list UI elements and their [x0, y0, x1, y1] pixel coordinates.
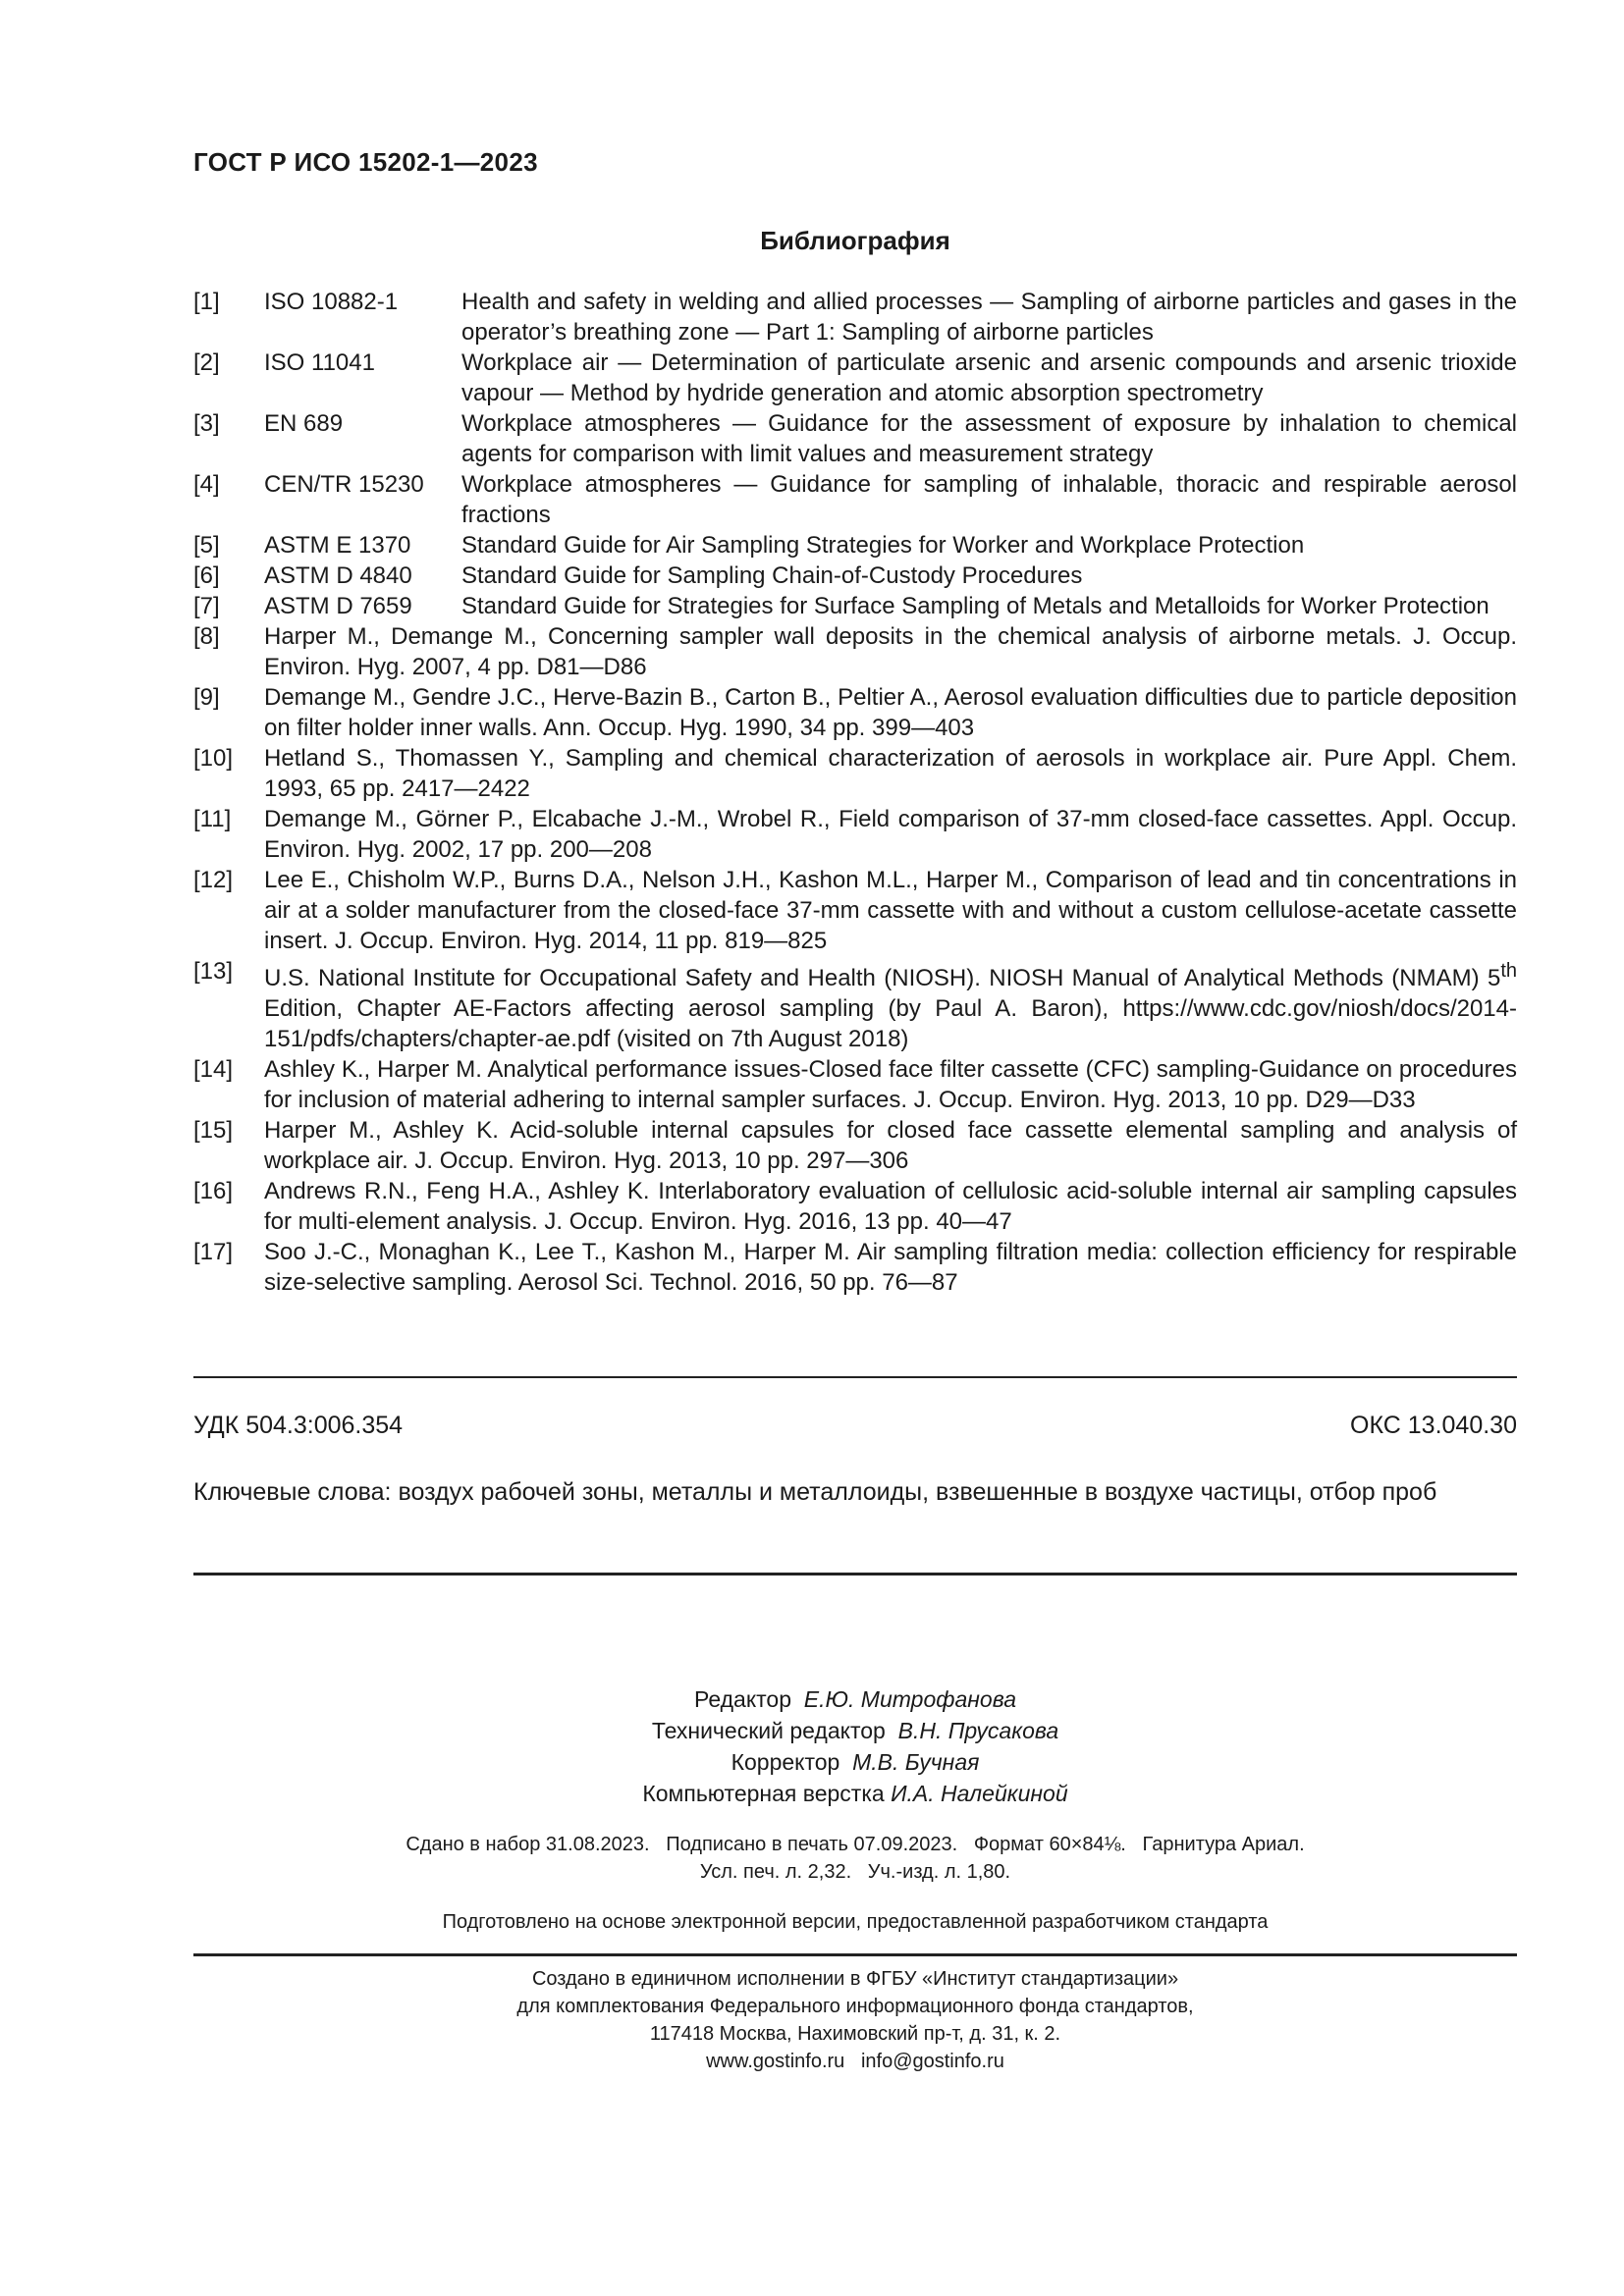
reference-item: [193, 561, 1517, 591]
oks-code: ОКС 13.040.30: [1350, 1412, 1517, 1439]
reference-number: [1]: [193, 289, 220, 315]
document-code: ГОСТ Р ИСО 15202-1—2023: [193, 147, 538, 177]
reference-number: [2]: [193, 349, 220, 376]
print-info: [193, 1831, 1517, 1886]
reference-item: [193, 1176, 1517, 1237]
reference-item: [193, 743, 1517, 804]
reference-number: [9]: [193, 684, 220, 711]
reference-number: [15]: [193, 1117, 234, 1144]
reference-number: [16]: [193, 1178, 234, 1204]
reference-superscript: th: [1500, 960, 1517, 982]
bibliography-list: [193, 287, 1517, 1298]
credit-label: Корректор: [731, 1749, 840, 1775]
reference-number: [17]: [193, 1239, 234, 1265]
reference-text: Hetland S., Thomassen Y., Sampling and chemical characterization of aerosols in workplace air. Pure Appl. Chem. 1993, 65 pp. 2417—2422: [264, 745, 1517, 802]
reference-text-part: Edition, Chapter AE-Factors affecting aerosol sampling (by Paul A. Baron), https://www.cdc.gov/niosh/docs/2014-151/pdfs/chapters/chapter-ae.pdf (visited on 7th August 2018): [264, 995, 1517, 1052]
reference-number: [5]: [193, 532, 220, 559]
reference-text: Standard Guide for Sampling Chain-of-Custody Procedures: [461, 562, 1083, 589]
credit-name: И.А. Налейкиной: [891, 1781, 1068, 1806]
reference-text: Soo J.-C., Monaghan K., Lee T., Kashon M., Harper M. Air sampling filtration media: collection efficiency for respirable size-selective sampling. Aerosol Sci. Technol. 2016, 50 pp. 76—87: [264, 1239, 1517, 1296]
reference-code: ISO 11041: [264, 349, 375, 376]
reference-text: Standard Guide for Air Sampling Strategies for Worker and Workplace Protection: [461, 532, 1305, 559]
credit-name: Е.Ю. Митрофанова: [803, 1686, 1016, 1712]
reference-item: [193, 865, 1517, 956]
print-info-line: Усл. печ. л. 2,32. Уч.-изд. л. 1,80.: [699, 1861, 1011, 1883]
reference-number: [14]: [193, 1056, 234, 1083]
reference-number: [10]: [193, 745, 234, 772]
reference-code: ASTM D 4840: [264, 562, 412, 589]
reference-number: [11]: [193, 806, 232, 832]
reference-item: [193, 408, 1517, 469]
reference-code: CEN/TR 15230: [264, 471, 424, 498]
reference-number: [8]: [193, 623, 220, 650]
credit-proofreader: [193, 1746, 1517, 1778]
website-link[interactable]: www.gostinfo.ru: [706, 2051, 845, 2072]
reference-text: Ashley K., Harper M. Analytical performance issues-Closed face filter cassette (CFC) sampling-Guidance on procedures for inclusion of material adhering to internal sampler surfaces. J. Occup. Environ. Hyg. 2013, 10 pp. D29—D33: [264, 1056, 1517, 1113]
reference-item: [193, 287, 1517, 347]
reference-text: Demange M., Gendre J.C., Herve-Bazin B., Carton B., Peltier A., Aerosol evaluation difficulties due to particle deposition on filter holder inner walls. Ann. Occup. Hyg. 1990, 34 pp. 399—403: [264, 684, 1517, 741]
reference-item: [193, 682, 1517, 743]
reference-number: [12]: [193, 867, 234, 893]
udk-code: УДК 504.3:006.354: [193, 1412, 404, 1439]
credit-editor: [193, 1683, 1517, 1715]
divider-bottom: [193, 1573, 1517, 1575]
reference-number: [13]: [193, 958, 234, 985]
reference-number: [7]: [193, 593, 220, 619]
reference-item: [193, 469, 1517, 530]
reference-item: [193, 804, 1517, 865]
credit-label: Редактор: [693, 1686, 791, 1712]
credit-layout: [193, 1778, 1517, 1809]
reference-text: Standard Guide for Strategies for Surface Sampling of Metals and Metalloids for Worker Protection: [461, 593, 1489, 619]
reference-number: [3]: [193, 410, 220, 437]
reference-text: Demange M., Görner P., Elcabache J.-M., Wrobel R., Field comparison of 37-mm closed-face cassettes. Appl. Occup. Environ. Hyg. 2002, 17 pp. 200—208: [264, 806, 1517, 863]
reference-text: Lee E., Chisholm W.P., Burns D.A., Nelson J.H., Kashon M.L., Harper M., Comparison of lead and tin concentrations in air at a solder manufacturer from the closed-face 37-mm cassette with and without a custom cellulose-acetate cassette insert. J. Occup. Environ. Hyg. 2014, 11 pp. 819—825: [264, 867, 1517, 954]
bibliography-title: Библиография: [760, 226, 950, 255]
reference-code: ASTM D 7659: [264, 593, 412, 619]
email-link[interactable]: info@gostinfo.ru: [860, 2051, 1004, 2072]
reference-code: ASTM E 1370: [264, 532, 411, 559]
reference-text: Workplace atmospheres — Guidance for the assessment of exposure by inhalation to chemical agents for comparison with limit values and measurement strategy: [461, 410, 1517, 467]
credits-block: [193, 1683, 1517, 1809]
publisher-block: [193, 1965, 1517, 2075]
reference-item: [193, 621, 1517, 682]
credit-label: Технический редактор: [651, 1718, 886, 1743]
divider-top: [193, 1376, 1517, 1378]
credit-name: М.В. Бучная: [852, 1749, 980, 1775]
publisher-line: 117418 Москва, Нахимовский пр-т, д. 31, к. 2.: [649, 2023, 1061, 2045]
reference-code: EN 689: [264, 410, 344, 437]
credit-label: Компьютерная верстка: [642, 1781, 885, 1806]
publisher-line: Создано в единичном исполнении в ФГБУ «Институт стандартизации»: [531, 1968, 1179, 1990]
reference-item: [193, 530, 1517, 561]
reference-number: [4]: [193, 471, 220, 498]
reference-item: [193, 956, 1517, 1054]
reference-text: Harper M., Demange M., Concerning sampler wall deposits in the chemical analysis of airborne metals. J. Occup. Environ. Hyg. 2007, 4 pp. D81—D86: [264, 623, 1517, 680]
reference-item: [193, 591, 1517, 621]
publisher-contacts: [193, 2048, 1517, 2075]
reference-text: [264, 956, 1517, 1054]
reference-item: [193, 1054, 1517, 1115]
reference-text: Workplace air — Determination of particulate arsenic and arsenic compounds and arsenic trioxide vapour — Method by hydride generation and atomic absorption spectrometry: [461, 349, 1517, 406]
reference-item: [193, 1115, 1517, 1176]
keywords: Ключевые слова: воздух рабочей зоны, металлы и металлоиды, взвешенные в воздухе частицы, отбор проб: [193, 1478, 1437, 1506]
publisher-line: для комплектования Федерального информационного фонда стандартов,: [516, 1996, 1194, 2017]
reference-number: [6]: [193, 562, 220, 589]
reference-item: [193, 347, 1517, 408]
print-info-line: Сдано в набор 31.08.2023. Подписано в печать 07.09.2023. Формат 60×84⅛. Гарнитура Ариал.: [406, 1834, 1305, 1855]
credit-tech-editor: [193, 1715, 1517, 1746]
credit-name: В.Н. Прусакова: [897, 1718, 1059, 1743]
reference-text: Andrews R.N., Feng H.A., Ashley K. Interlaboratory evaluation of cellulosic acid-soluble internal air sampling capsules for multi-element analysis. J. Occup. Environ. Hyg. 2016, 13 pp. 40—47: [264, 1178, 1517, 1235]
reference-text: Harper M., Ashley K. Acid-soluble internal capsules for closed face cassette elemental sampling and analysis of workplace air. J. Occup. Environ. Hyg. 2013, 10 pp. 297—306: [264, 1117, 1517, 1174]
prepared-note: Подготовлено на основе электронной версии, предоставленной разработчиком стандарта: [442, 1911, 1269, 1933]
reference-text: Workplace atmospheres — Guidance for sampling of inhalable, thoracic and respirable aerosol fractions: [461, 471, 1517, 528]
reference-code: ISO 10882-1: [264, 289, 399, 315]
reference-text: Health and safety in welding and allied processes — Sampling of airborne particles and gases in the operator’s breathing zone — Part 1: Sampling of airborne particles: [461, 289, 1517, 346]
reference-item: [193, 1237, 1517, 1298]
reference-text-part: U.S. National Institute for Occupational Safety and Health (NIOSH). NIOSH Manual of Analytical Methods (NMAM) 5: [264, 965, 1501, 991]
divider-publisher: [193, 1953, 1517, 1956]
